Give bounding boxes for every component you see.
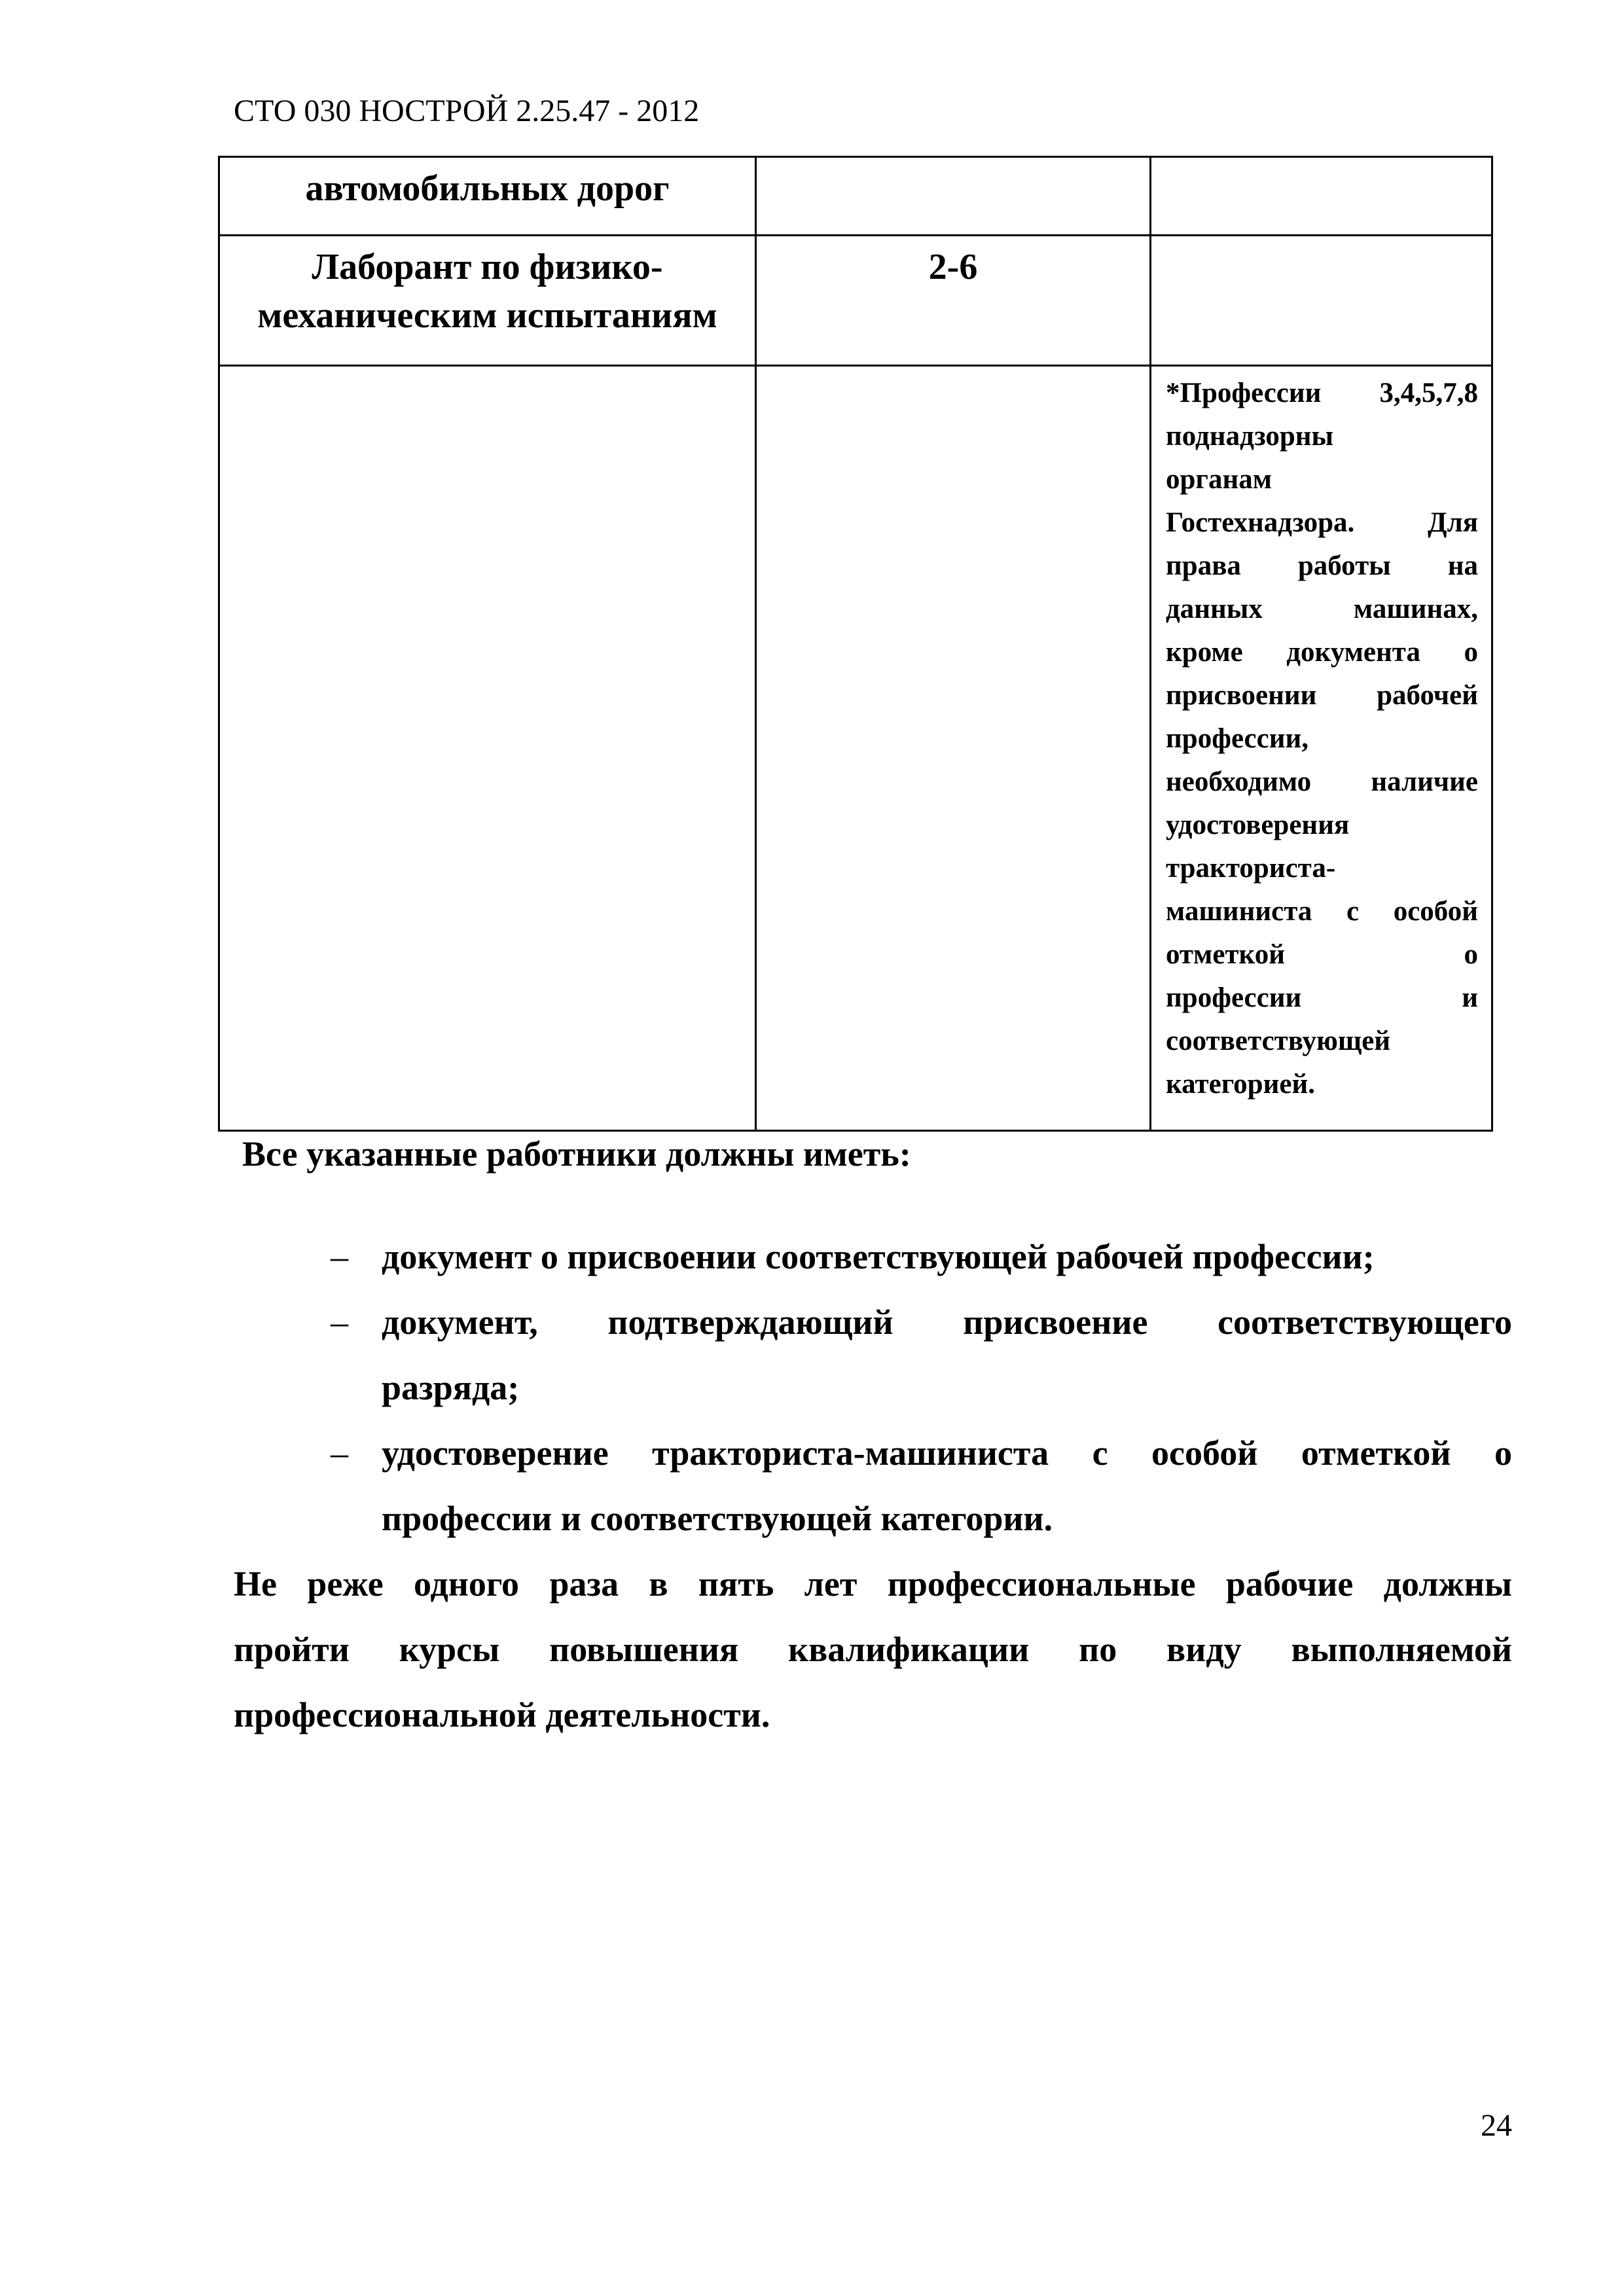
profession-name-line: механическим испытаниям <box>257 295 717 336</box>
footnote-line: присвоении рабочей <box>1166 680 1478 711</box>
document-header: СТО 030 НОСТРОЙ 2.25.47 - 2012 <box>234 94 700 128</box>
requirements-intro: Все указанные работники должны иметь: <box>242 1134 911 1174</box>
footnote-text <box>1151 367 1491 1106</box>
grade-cell <box>756 236 1151 366</box>
note-cell <box>1151 157 1492 236</box>
footnote-line: удостоверения <box>1166 810 1350 840</box>
list-item <box>331 1420 1512 1551</box>
footnote-line: соответствующей <box>1166 1026 1391 1056</box>
paragraph-line: пройти курсы повышения квалификации по виду выполняемой <box>234 1630 1512 1669</box>
list-item <box>331 1289 1512 1420</box>
grade-cell <box>756 366 1151 1131</box>
grade-value <box>757 158 1149 164</box>
list-item-line: удостоверение тракториста-машиниста с особой отметкой о <box>382 1433 1512 1473</box>
footnote-line: данных машинах, <box>1166 594 1478 624</box>
footnote-line: профессии и <box>1166 982 1478 1013</box>
note-cell <box>1151 366 1492 1131</box>
footnote-line: кроме документа о <box>1166 637 1478 668</box>
footnote-line: профессии, <box>1166 723 1309 754</box>
footnote-line: категорией. <box>1166 1069 1315 1100</box>
footnote-line: Гостехнадзора. Для <box>1166 507 1478 538</box>
footnote-line: поднадзорны <box>1166 421 1334 452</box>
footnote-line: *Профессии 3,4,5,7,8 <box>1166 378 1478 408</box>
closing-paragraph <box>234 1551 1512 1748</box>
grade-cell <box>756 157 1151 236</box>
list-item-line: разряда; <box>382 1368 520 1407</box>
requirements-list <box>331 1224 1512 1551</box>
note-cell <box>1151 236 1492 366</box>
professions-table <box>218 156 1493 1132</box>
profession-name <box>220 236 755 340</box>
dash-bullet: – <box>331 1302 348 1342</box>
table-row <box>219 157 1492 236</box>
note-value <box>1151 158 1491 164</box>
footnote-line: отметкой о <box>1166 939 1478 970</box>
list-item-line: документ о присвоении соответствующей рабочей профессии; <box>382 1237 1375 1276</box>
footnote-line: права работы на <box>1166 550 1478 581</box>
dash-bullet: – <box>331 1433 348 1473</box>
table-row <box>219 366 1492 1131</box>
profession-name: автомобильных дорог <box>305 168 670 209</box>
profession-cell <box>219 366 756 1131</box>
list-item-line: профессии и соответствующей категории. <box>382 1499 1053 1538</box>
page-number: 24 <box>1481 2108 1512 2143</box>
footnote-line: органам <box>1166 464 1272 495</box>
footnote-line: тракториста- <box>1166 853 1336 884</box>
paragraph-line: профессиональной деятельности. <box>234 1695 770 1734</box>
note-value <box>1151 236 1491 243</box>
paragraph-line: Не реже одного раза в пять лет профессиональные рабочие должны <box>234 1564 1512 1604</box>
grade-value: 2-6 <box>928 247 978 287</box>
list-item-line: документ, подтверждающий присвоение соответствующего <box>382 1302 1512 1342</box>
footnote-line: машиниста с особой <box>1166 896 1478 927</box>
profession-name-line: Лаборант по физико- <box>312 247 663 287</box>
dash-bullet: – <box>331 1237 348 1276</box>
footnote-line: необходимо наличие <box>1166 766 1478 797</box>
profession-cell <box>219 236 756 366</box>
table-row <box>219 236 1492 366</box>
profession-cell <box>219 157 756 236</box>
list-item <box>331 1224 1512 1289</box>
